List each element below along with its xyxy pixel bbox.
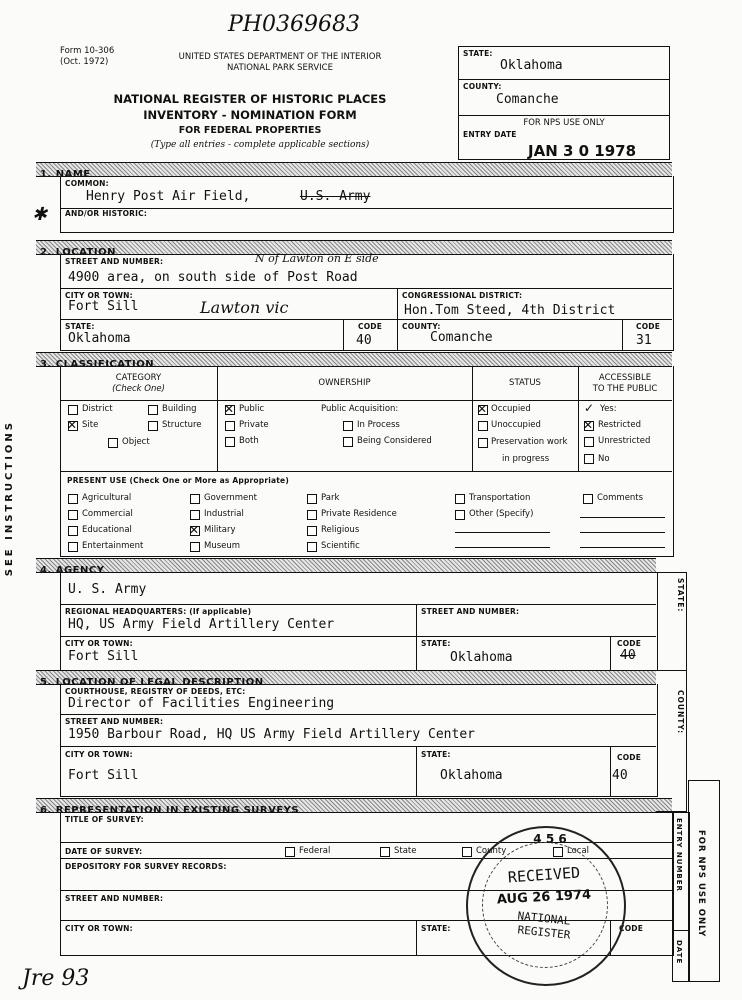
- public-acquisition-label: Public Acquisition:: [321, 404, 399, 414]
- department-name: UNITED STATES DEPARTMENT OF THE INTERIOR: [178, 52, 382, 62]
- commercial-checkbox[interactable]: [68, 510, 78, 520]
- side-county-label: COUNTY:: [463, 82, 502, 91]
- museum-checkbox[interactable]: [190, 542, 200, 552]
- location-street-label: STREET AND NUMBER:: [65, 257, 164, 266]
- location-city-value: Fort Sill: [68, 299, 139, 314]
- form-title: NATIONAL REGISTER OF HISTORIC PLACES: [113, 92, 387, 106]
- vertical-date-label: DATE: [675, 940, 683, 965]
- agency-state-value: Oklahoma: [450, 650, 513, 665]
- both-checkbox[interactable]: [225, 437, 235, 447]
- side-state-label: STATE:: [463, 49, 493, 58]
- handwritten-initials: Jre 93: [22, 966, 90, 991]
- common-name-struck: U.S. Army: [300, 189, 371, 204]
- location-state-label: STATE:: [65, 322, 95, 331]
- present-use-label: PRESENT USE (Check One or More as Appropriate): [67, 476, 289, 485]
- vertical-entry-number: ENTRY NUMBER: [675, 818, 683, 892]
- legal-code-label: CODE: [617, 753, 642, 762]
- industrial-checkbox[interactable]: [190, 510, 200, 520]
- section-4-header: 4. AGENCY: [36, 558, 656, 573]
- survey-city-label: CITY OR TOWN:: [65, 924, 133, 933]
- form-subtitle-2: FOR FEDERAL PROPERTIES: [178, 125, 322, 136]
- building-checkbox[interactable]: [148, 405, 158, 415]
- location-county-value: Comanche: [430, 330, 493, 345]
- handwritten-reference-number: PH0369683: [228, 12, 360, 37]
- historic-name-label: AND/OR HISTORIC:: [65, 209, 148, 218]
- form-date: (Oct. 1972): [60, 57, 109, 67]
- form-subtitle: INVENTORY - NOMINATION FORM: [143, 108, 357, 122]
- scientific-checkbox[interactable]: [307, 542, 317, 552]
- legal-street-label: STREET AND NUMBER:: [65, 717, 164, 726]
- location-county-code-label: CODE: [636, 322, 661, 331]
- private-checkbox[interactable]: [225, 421, 235, 431]
- location-state-value: Oklahoma: [68, 331, 131, 346]
- in-process-checkbox[interactable]: [343, 421, 353, 431]
- entry-date-label: ENTRY DATE: [463, 130, 517, 139]
- legal-state-label: STATE:: [421, 750, 451, 759]
- other-checkbox[interactable]: [455, 510, 465, 520]
- federal-checkbox[interactable]: [285, 847, 295, 857]
- category-subheader: (Check One): [112, 384, 165, 394]
- congressional-district-value: Hon.Tom Steed, 4th District: [404, 303, 616, 318]
- state-checkbox[interactable]: [380, 847, 390, 857]
- park-checkbox[interactable]: [307, 494, 317, 504]
- vertical-county-label: COUNTY:: [676, 690, 685, 735]
- legal-code-value: 40: [612, 768, 628, 783]
- county-checkbox[interactable]: [462, 847, 472, 857]
- agency-street-label: STREET AND NUMBER:: [421, 607, 520, 616]
- accessible-header-1: ACCESSIBLE: [598, 373, 652, 383]
- religious-checkbox[interactable]: [307, 526, 317, 536]
- vertical-nps-use: FOR NPS USE ONLY: [696, 830, 706, 938]
- yes-check-mark: ✓: [584, 401, 595, 415]
- star-mark: ✱: [32, 204, 48, 225]
- section-1-header: 1. NAME: [36, 162, 672, 177]
- stamp-register: REGISTER: [516, 923, 572, 942]
- legal-street-value: 1950 Barbour Road, HQ US Army Field Artillery Center: [68, 727, 475, 742]
- vertical-state-label: STATE:: [676, 578, 685, 613]
- common-name-value: Henry Post Air Field,: [86, 189, 251, 204]
- section-2-header: 2. LOCATION: [36, 240, 672, 255]
- transportation-checkbox[interactable]: [455, 494, 465, 504]
- agency-city-value: Fort Sill: [68, 649, 139, 664]
- preservation-checkbox[interactable]: [478, 438, 488, 448]
- location-county-code-value: 31: [636, 333, 652, 348]
- courthouse-value: Director of Facilities Engineering: [68, 696, 335, 711]
- side-county-value: Comanche: [496, 92, 559, 107]
- object-checkbox[interactable]: [108, 438, 118, 448]
- no-checkbox[interactable]: [584, 454, 594, 464]
- structure-checkbox[interactable]: [148, 421, 158, 431]
- legal-state-value: Oklahoma: [440, 768, 503, 783]
- survey-title-label: TITLE OF SURVEY:: [65, 815, 144, 824]
- educational-checkbox[interactable]: [68, 526, 78, 536]
- agricultural-checkbox[interactable]: [68, 494, 78, 504]
- depository-label: DEPOSITORY FOR SURVEY RECORDS:: [65, 862, 227, 871]
- entertainment-checkbox[interactable]: [68, 542, 78, 552]
- agency-city-label: CITY OR TOWN:: [65, 639, 133, 648]
- accessible-header-2: TO THE PUBLIC: [592, 384, 658, 394]
- survey-state-label: STATE:: [421, 924, 451, 933]
- agency-code-value: 40: [620, 648, 636, 663]
- stamp-received-text: RECEIVED: [507, 863, 581, 887]
- agency-code-label: CODE: [617, 639, 642, 648]
- service-name: NATIONAL PARK SERVICE: [227, 63, 333, 73]
- side-state-value: Oklahoma: [500, 58, 563, 73]
- legal-city-label: CITY OR TOWN:: [65, 750, 133, 759]
- site-check-mark: ✕: [67, 418, 78, 432]
- regional-hq-label: REGIONAL HEADQUARTERS: (If applicable): [65, 607, 252, 616]
- form-number: Form 10-306: [60, 46, 115, 56]
- common-name-label: COMMON:: [65, 179, 109, 188]
- courthouse-label: COURTHOUSE, REGISTRY OF DEEDS, ETC:: [65, 687, 246, 696]
- stamp-date: AUG 26 1974: [496, 887, 592, 908]
- unrestricted-checkbox[interactable]: [584, 437, 594, 447]
- government-checkbox[interactable]: [190, 494, 200, 504]
- congressional-district-label: CONGRESSIONAL DISTRICT:: [402, 291, 523, 300]
- agency-value: U. S. Army: [68, 582, 147, 597]
- location-street-value: 4900 area, on south side of Post Road: [68, 270, 358, 285]
- category-header: CATEGORY: [115, 373, 162, 383]
- survey-date-label: DATE OF SURVEY:: [65, 847, 143, 856]
- comments-checkbox[interactable]: [583, 494, 593, 504]
- agency-state-label: STATE:: [421, 639, 451, 648]
- ownership-header: OWNERSHIP: [318, 378, 371, 388]
- being-considered-checkbox[interactable]: [343, 437, 353, 447]
- location-state-code-label: CODE: [358, 322, 383, 331]
- section-5-header: 5. LOCATION OF LEGAL DESCRIPTION: [36, 670, 656, 685]
- location-county-label: COUNTY:: [402, 322, 441, 331]
- survey-street-label: STREET AND NUMBER:: [65, 894, 164, 903]
- stamp-national: NATIONAL: [516, 909, 572, 928]
- status-header: STATUS: [509, 378, 541, 388]
- stamp-top-numbers: 4 5 6: [533, 832, 567, 846]
- legal-city-value: Fort Sill: [68, 768, 139, 783]
- nps-use-only: FOR NPS USE ONLY: [523, 118, 605, 128]
- location-state-code-value: 40: [356, 333, 372, 348]
- entry-date-stamp: JAN 3 0 1978: [528, 142, 637, 160]
- location-street-handwritten: N of Lawton on E side: [255, 252, 379, 265]
- location-city-handwritten: Lawton vic: [200, 298, 289, 317]
- location-city-label: CITY OR TOWN:: [65, 291, 133, 300]
- see-instructions-label: SEE INSTRUCTIONS: [4, 420, 15, 577]
- survey-code-label: CODE: [619, 924, 644, 933]
- unoccupied-checkbox[interactable]: [478, 421, 488, 431]
- form-instructions: (Type all entries - complete applicable sections): [150, 140, 370, 150]
- section-6-header: 6. REPRESENTATION IN EXISTING SURVEYS: [36, 798, 672, 813]
- district-checkbox[interactable]: [68, 405, 78, 415]
- private-residence-checkbox[interactable]: [307, 510, 317, 520]
- regional-hq-value: HQ, US Army Field Artillery Center: [68, 617, 335, 632]
- section-3-header: 3. CLASSIFICATION: [36, 352, 672, 367]
